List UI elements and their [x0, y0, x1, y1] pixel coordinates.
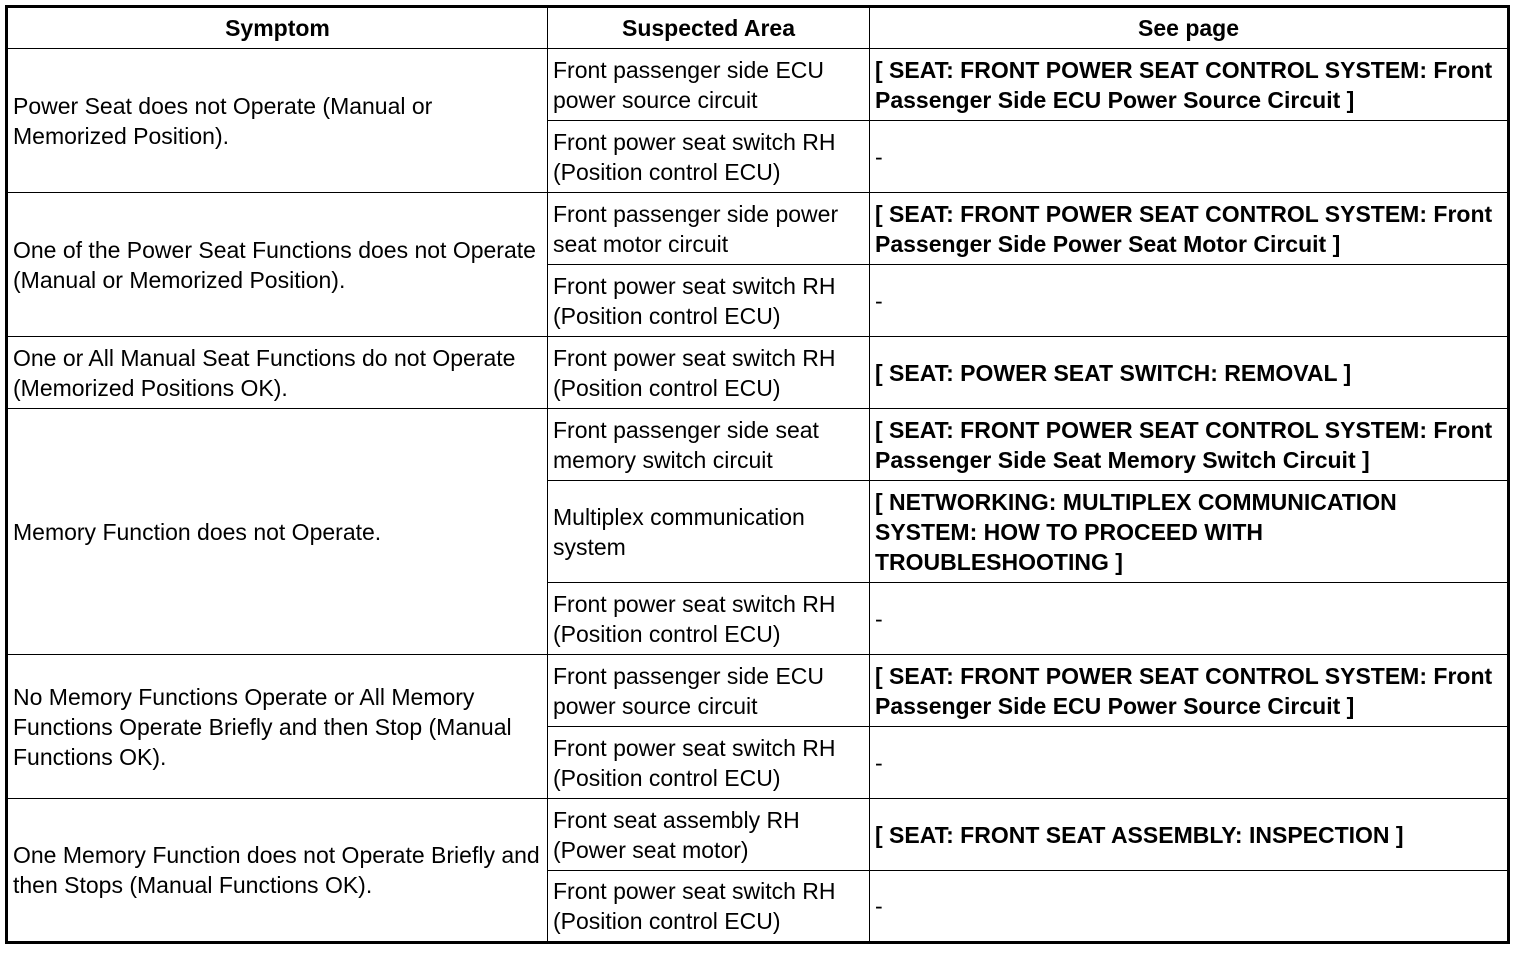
table-row — [7, 799, 1509, 871]
symptom-cell: Power Seat does not Operate (Manual or Memorized Position). — [7, 49, 548, 193]
see-page-cell: [ SEAT: FRONT POWER SEAT CONTROL SYSTEM: Front Passenger Side Seat Memory Switch Circuit ] — [870, 409, 1509, 481]
table-row — [7, 409, 1509, 481]
see-page-cell: [ SEAT: FRONT POWER SEAT CONTROL SYSTEM: Front Passenger Side ECU Power Source Circuit ] — [870, 655, 1509, 727]
suspected-area-cell: Front power seat switch RH (Position control ECU) — [548, 583, 870, 655]
suspected-area-cell: Front seat assembly RH (Power seat motor) — [548, 799, 870, 871]
table-row — [7, 193, 1509, 265]
troubleshooting-table — [5, 5, 1510, 944]
symptom-cell: One of the Power Seat Functions does not Operate (Manual or Memorized Position). — [7, 193, 548, 337]
see-page-cell: [ SEAT: FRONT SEAT ASSEMBLY: INSPECTION ] — [870, 799, 1509, 871]
header-row — [7, 7, 1509, 49]
suspected-area-cell: Front passenger side ECU power source circuit — [548, 655, 870, 727]
see-page-cell: - — [870, 871, 1509, 943]
see-page-cell: - — [870, 583, 1509, 655]
see-page-cell: [ SEAT: FRONT POWER SEAT CONTROL SYSTEM: Front Passenger Side ECU Power Source Circuit ] — [870, 49, 1509, 121]
suspected-area-cell: Front power seat switch RH (Position control ECU) — [548, 871, 870, 943]
see-page-cell: [ SEAT: POWER SEAT SWITCH: REMOVAL ] — [870, 337, 1509, 409]
suspected-area-cell: Front power seat switch RH (Position control ECU) — [548, 337, 870, 409]
suspected-area-cell: Front power seat switch RH (Position control ECU) — [548, 265, 870, 337]
table-row — [7, 655, 1509, 727]
suspected-area-cell: Multiplex communication system — [548, 481, 870, 583]
suspected-area-cell: Front passenger side power seat motor circuit — [548, 193, 870, 265]
symptom-cell: Memory Function does not Operate. — [7, 409, 548, 655]
see-page-cell: - — [870, 265, 1509, 337]
see-page-cell: - — [870, 121, 1509, 193]
symptom-cell: No Memory Functions Operate or All Memory Functions Operate Briefly and then Stop (Manual Functions OK). — [7, 655, 548, 799]
symptom-cell: One Memory Function does not Operate Briefly and then Stops (Manual Functions OK). — [7, 799, 548, 943]
suspected-area-cell: Front passenger side seat memory switch circuit — [548, 409, 870, 481]
see-page-cell: [ NETWORKING: MULTIPLEX COMMUNICATION SYSTEM: HOW TO PROCEED WITH TROUBLESHOOTING ] — [870, 481, 1509, 583]
header-see-page: See page — [870, 7, 1509, 49]
header-symptom: Symptom — [7, 7, 548, 49]
table-row — [7, 337, 1509, 409]
symptom-cell: One or All Manual Seat Functions do not Operate (Memorized Positions OK). — [7, 337, 548, 409]
header-suspected-area: Suspected Area — [548, 7, 870, 49]
see-page-cell: [ SEAT: FRONT POWER SEAT CONTROL SYSTEM: Front Passenger Side Power Seat Motor Circuit ] — [870, 193, 1509, 265]
see-page-cell: - — [870, 727, 1509, 799]
suspected-area-cell: Front power seat switch RH (Position control ECU) — [548, 727, 870, 799]
suspected-area-cell: Front passenger side ECU power source circuit — [548, 49, 870, 121]
suspected-area-cell: Front power seat switch RH (Position control ECU) — [548, 121, 870, 193]
table-row — [7, 49, 1509, 121]
